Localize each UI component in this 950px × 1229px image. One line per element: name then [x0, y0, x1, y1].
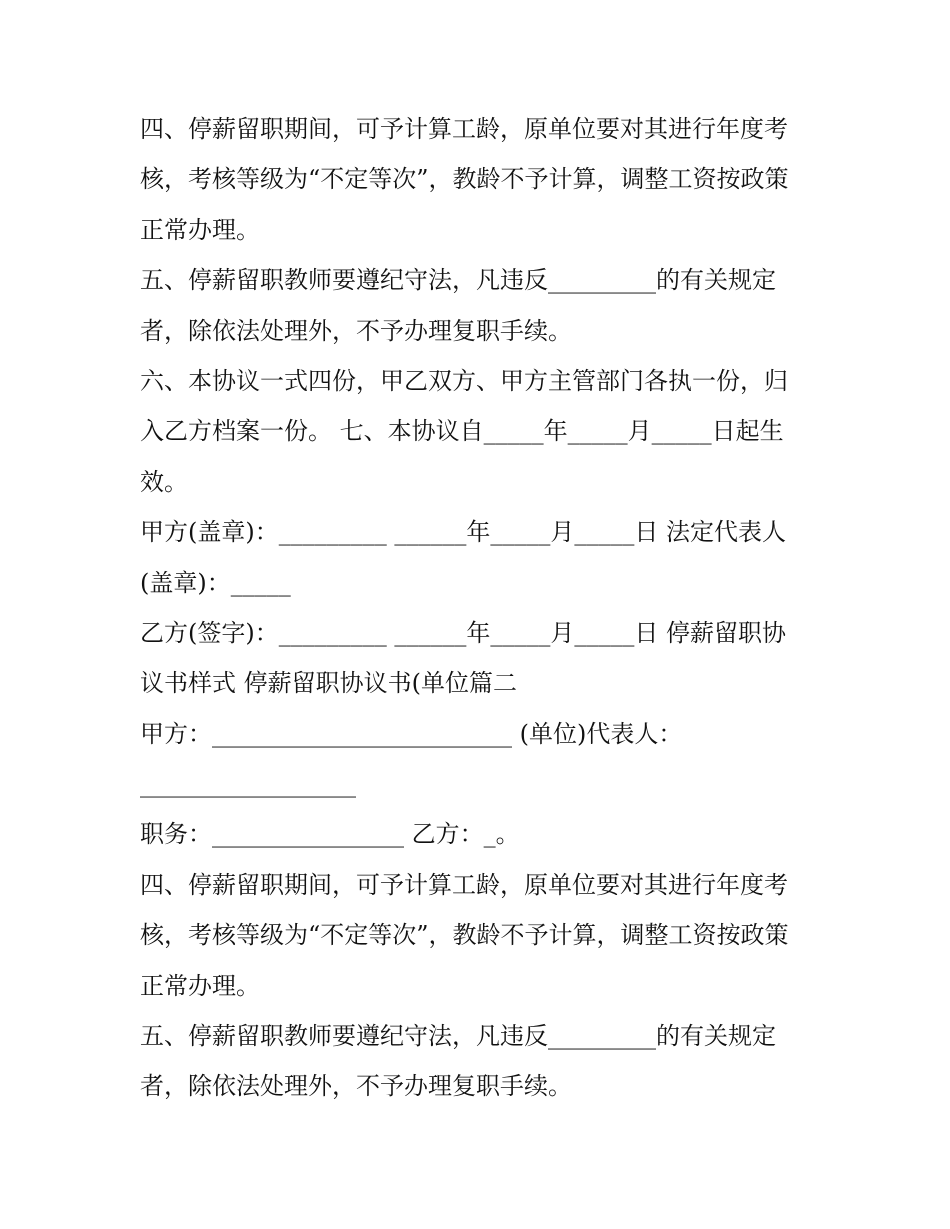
text-line: 核，考核等级为“不定等次”，教龄不予计算，调整工资按政策	[140, 165, 789, 194]
document-body	[140, 104, 812, 1112]
text-line: 四、停薪留职期间，可予计算工龄，原单位要对其进行年度考	[140, 870, 788, 899]
text-line: 核，考核等级为“不定等次”，教龄不予计算，调整工资按政策	[140, 921, 789, 950]
text-line: 甲方(盖章)：_________ ______年_____月_____日 法定代表人	[140, 518, 786, 547]
text-line: 者，除依法处理外，不予办理复职手续。	[140, 1072, 572, 1101]
text-line: 正常办理。	[140, 215, 260, 244]
text-line: 职务：________________ 乙方：_。	[140, 820, 520, 849]
text-line: __________________	[140, 770, 356, 799]
text-line: 正常办理。	[140, 971, 260, 1000]
text-line: 效。	[140, 467, 188, 496]
text-line: 议书样式 停薪留职协议书(单位篇二	[140, 669, 517, 698]
text-line: 五、停薪留职教师要遵纪守法，凡违反_________的有关规定	[140, 266, 776, 295]
text-line: 乙方(签字)：_________ ______年_____月_____日 停薪留职协	[140, 618, 786, 647]
text-line: 四、停薪留职期间，可予计算工龄，原单位要对其进行年度考	[140, 115, 788, 143]
text-line: 五、停薪留职教师要遵纪守法，凡违反_________的有关规定	[140, 1022, 776, 1051]
text-line: 者，除依法处理外，不予办理复职手续。	[140, 316, 572, 345]
text-line: (盖章)：_____	[140, 568, 291, 597]
text-line: 六、本协议一式四份，甲乙双方、甲方主管部门各执一份，归	[140, 366, 788, 395]
text-line: 甲方：_________________________ (单位)代表人：	[140, 719, 683, 748]
text-line: 入乙方档案一份。 七、本协议自_____年_____月_____日起生	[140, 417, 784, 446]
